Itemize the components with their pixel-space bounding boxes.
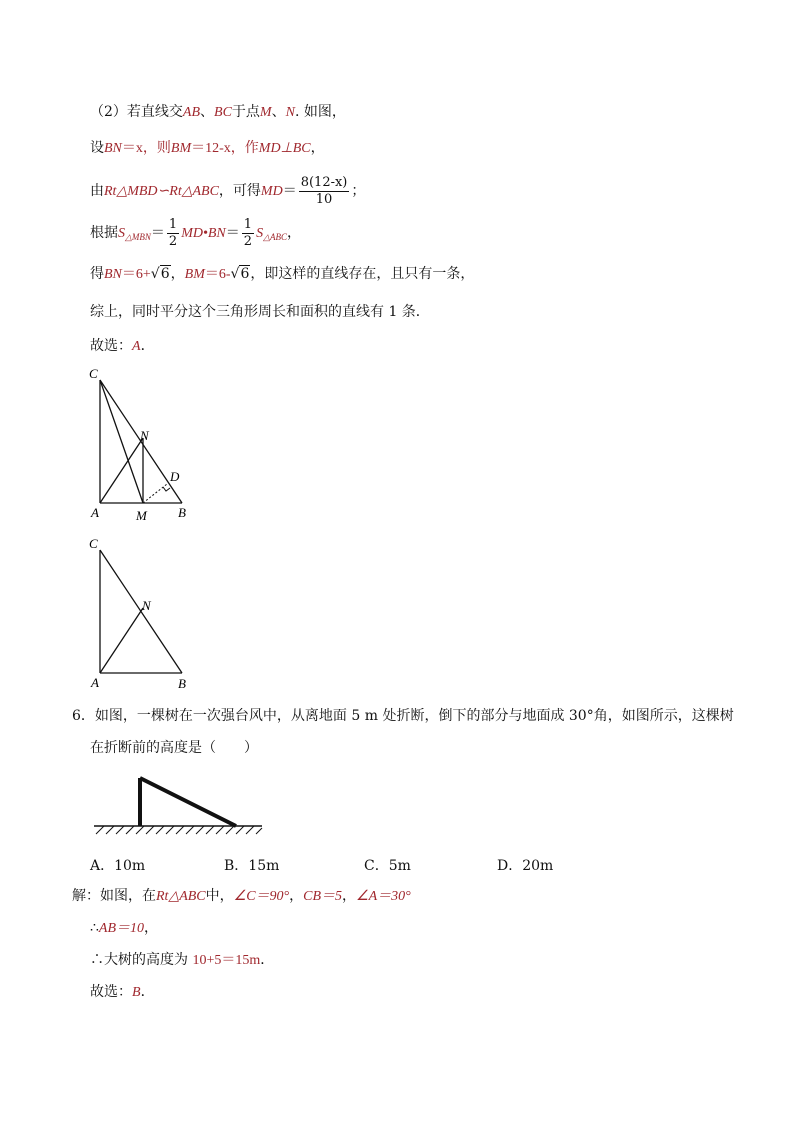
option-a[interactable]: A．10m	[90, 858, 146, 874]
text: 故选：	[90, 984, 132, 1000]
segment-bc: BC	[214, 105, 232, 120]
text: 得	[90, 266, 104, 282]
text: 设	[90, 140, 104, 156]
sqrt: √6	[230, 266, 250, 282]
solution-line-3	[90, 950, 274, 971]
text: ．	[260, 952, 275, 968]
fraction	[167, 217, 179, 250]
text: 、	[200, 104, 215, 120]
text: ，	[286, 225, 301, 241]
text: ＝	[282, 183, 297, 199]
text: ，	[342, 888, 357, 904]
text: ＝	[150, 225, 165, 241]
s: S	[118, 226, 125, 241]
label-d: D	[170, 469, 180, 484]
bm: BM	[184, 267, 205, 282]
segment-an	[100, 608, 143, 673]
text: ．	[140, 984, 155, 1000]
right-angle-mark	[163, 487, 170, 491]
triangle-figure-2	[80, 530, 210, 695]
segment-an	[100, 438, 143, 503]
q6-text-line-1: 6．如图，一棵树在一次强台风中，从离地面 5 m 处折断，倒下的部分与地面成 30°角，如图所示，这棵树	[72, 708, 734, 724]
segment-ab: AB	[182, 105, 201, 120]
height-expr: 10+5＝15m	[192, 953, 261, 968]
radicand: 6	[240, 266, 250, 282]
solution-line-2	[90, 918, 158, 939]
text: ，	[310, 140, 325, 156]
md-bn: MD•BN	[181, 226, 226, 241]
angle-a: ∠A＝30°	[356, 889, 411, 904]
label-b: B	[178, 676, 186, 691]
fraction	[299, 175, 350, 208]
text: 由	[90, 183, 104, 199]
text: ，即这样的直线存在，且只有一条，	[250, 266, 475, 282]
segment-cm	[100, 380, 143, 503]
option-b[interactable]: B．15m	[224, 858, 280, 874]
solution-line-1	[72, 886, 411, 907]
bn: BN	[104, 267, 122, 282]
s: S	[256, 226, 264, 241]
text: ．	[140, 338, 155, 354]
point-n: N	[285, 105, 295, 120]
expr: ＝6+	[121, 267, 151, 282]
text: 故选：	[90, 338, 132, 354]
text: ∴大树的高度为	[90, 952, 193, 968]
text: ∴	[90, 920, 99, 936]
angle-c: ∠C＝90°	[233, 889, 290, 904]
part2-line-3	[90, 174, 365, 209]
text: 解：如图，在	[72, 888, 156, 904]
numerator: 1	[243, 216, 253, 232]
part2-line-7	[90, 336, 155, 357]
solution-line-4	[90, 982, 155, 1003]
fallen-part	[140, 778, 236, 826]
broken-tree-figure	[90, 770, 265, 842]
denominator: 10	[315, 191, 333, 207]
part2-line-1	[90, 102, 346, 123]
label-a: A	[91, 505, 99, 520]
bm: BM	[170, 141, 192, 156]
radicand: 6	[160, 266, 170, 282]
label-m: M	[136, 508, 147, 523]
expr: ＝x，则	[121, 141, 171, 156]
label-b: B	[178, 505, 186, 520]
label-c: C	[89, 536, 98, 551]
part2-line-6: 综上，同时平分这个三角形周长和面积的直线有 1 条．	[90, 304, 430, 320]
label-n: N	[142, 598, 151, 613]
subscript: △MBN	[125, 232, 151, 242]
text: 于点	[231, 104, 260, 120]
text: ＝	[225, 225, 240, 241]
text: ；	[351, 183, 366, 199]
label-c: C	[89, 366, 98, 381]
text: 中，	[205, 888, 234, 904]
expr: ＝12-x，作	[191, 141, 259, 156]
cb-value: CB＝5	[303, 889, 343, 904]
text: （2）若直线交	[90, 104, 183, 120]
option-d[interactable]: D．20m	[497, 858, 554, 874]
part2-line-2	[90, 138, 325, 159]
denominator: 2	[243, 233, 253, 249]
denominator: 2	[168, 233, 178, 249]
ab-value: AB＝10	[98, 921, 145, 936]
text: ，	[289, 888, 304, 904]
text: ，	[170, 266, 185, 282]
option-c[interactable]: C．5m	[364, 858, 411, 874]
label-n: N	[140, 428, 149, 443]
triangle-figure-1	[80, 360, 210, 530]
q6-text-line-2: 在折断前的高度是（ ）	[90, 740, 258, 756]
text: 、	[271, 104, 286, 120]
part2-line-4	[90, 216, 301, 254]
md: MD	[260, 184, 283, 199]
answer: B	[132, 985, 141, 1000]
label-a: A	[91, 675, 99, 690]
answer: A	[132, 339, 141, 354]
numerator: 1	[168, 216, 178, 232]
md-perp-bc: MD⊥BC	[258, 141, 311, 156]
expr: ＝6-	[204, 267, 231, 282]
sqrt: √6	[150, 266, 170, 282]
text: . 如图，	[294, 104, 346, 120]
text: ，可得	[218, 183, 261, 199]
numerator: 8(12-x)	[300, 174, 348, 190]
fraction	[242, 217, 254, 250]
point-m: M	[259, 105, 272, 120]
text: ，	[144, 920, 159, 936]
ground-hatching	[96, 826, 262, 834]
text: 根据	[90, 225, 118, 241]
rt-abc: Rt△ABC	[156, 889, 206, 904]
subscript: △ABC	[263, 232, 287, 242]
part2-line-5	[90, 264, 474, 285]
bn: BN	[104, 141, 122, 156]
similar-triangles: Rt△MBD∽Rt△ABC	[104, 184, 219, 199]
